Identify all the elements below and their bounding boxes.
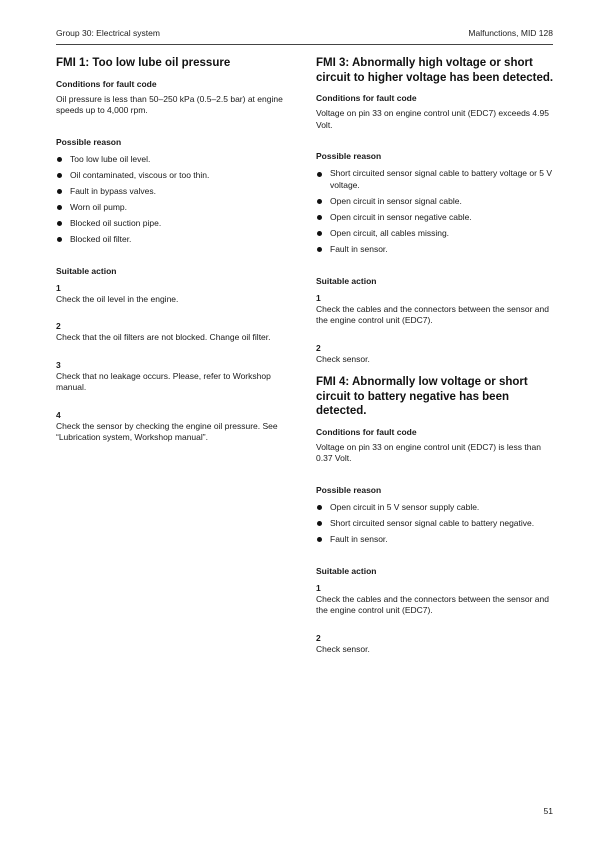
fmi3-action-heading: Suitable action: [316, 275, 377, 286]
bullet-icon: [57, 237, 62, 242]
page-number: 51: [543, 806, 553, 816]
header-chapter-title: Malfunctions, MID 128: [468, 28, 553, 38]
list-item: Oil contaminated, viscous or too thin.: [56, 170, 294, 182]
fmi3-title: FMI 3: Abnormally high voltage or short circuit to higher voltage has been detected.: [316, 57, 554, 84]
step-text: Check that no leakage occurs. Please, refer to Workshop manual.: [56, 370, 271, 392]
step-text: Check sensor.: [316, 643, 370, 654]
fmi3-action-step: [316, 343, 554, 366]
fmi4-conditions-text: Voltage on pin 33 on engine control unit (EDC7) is less than 0.37 Volt.: [316, 441, 541, 463]
list-item: Blocked oil suction pipe.: [56, 218, 294, 230]
step-text: Check sensor.: [316, 353, 370, 364]
fmi4-reason-list: [316, 502, 554, 546]
fmi3-reason-heading: Possible reason: [316, 151, 382, 161]
page-header: [56, 28, 553, 42]
fmi4-action-step: [316, 583, 554, 617]
bullet-icon: [317, 199, 322, 204]
list-item: Open circuit in sensor negative cable.: [316, 212, 554, 224]
step-number: 4: [56, 409, 61, 420]
fmi1-section: [56, 56, 294, 444]
step-text: Check the cables and the connectors between the sensor and the engine control unit (EDC7).: [316, 303, 549, 325]
step-text: Check the cables and the connectors between the sensor and the engine control unit (EDC7).: [316, 593, 549, 615]
fmi3-conditions-text: Voltage on pin 33 on engine control unit (EDC7) exceeds 4.95 Volt.: [316, 108, 549, 130]
fmi1-action-step: [56, 321, 294, 344]
fmi3-reason-list: [316, 168, 554, 255]
fmi3-section: [316, 56, 554, 365]
step-number: 1: [316, 292, 321, 303]
step-number: 2: [316, 632, 321, 643]
fmi1-action-step: [56, 360, 294, 394]
bullet-icon: [317, 537, 322, 542]
fmi1-reason-heading: Possible reason: [56, 136, 122, 147]
fmi4-action-heading: Suitable action: [316, 565, 377, 576]
fmi1-conditions-heading: Conditions for fault code: [56, 78, 157, 89]
fmi4-title: FMI 4: Abnormally low voltage or short circuit to battery negative has been detected.: [316, 376, 528, 417]
fmi4-action-step: [316, 633, 554, 656]
fmi1-action-step: [56, 410, 294, 444]
step-number: 2: [56, 321, 61, 331]
fmi3-conditions-heading: Conditions for fault code: [316, 93, 417, 103]
list-item: Worn oil pump.: [56, 202, 294, 214]
fmi1-action-step: [56, 283, 294, 306]
step-number: 1: [316, 582, 321, 593]
step-number: 2: [316, 342, 321, 353]
bullet-icon: [317, 231, 322, 236]
fmi4-section: [316, 375, 554, 655]
step-text: Check that the oil filters are not blocked. Change oil filter.: [56, 332, 271, 342]
list-item: Short circuited sensor signal cable to battery negative.: [316, 518, 554, 530]
list-item: Open circuit, all cables missing.: [316, 228, 554, 240]
fmi4-conditions-heading: Conditions for fault code: [316, 426, 417, 437]
fmi4-reason-heading: Possible reason: [316, 484, 382, 495]
bullet-icon: [317, 215, 322, 220]
bullet-icon: [317, 172, 322, 177]
list-item: Fault in bypass valves.: [56, 186, 294, 198]
bullet-icon: [57, 173, 62, 178]
list-item: Open circuit in 5 V sensor supply cable.: [316, 502, 554, 514]
fmi1-conditions-text: Oil pressure is less than 50–250 kPa (0.5–2.5 bar) at engine speeds up to 4,000 rpm.: [56, 93, 283, 115]
step-text: Check the oil level in the engine.: [56, 293, 179, 304]
right-column: [316, 56, 554, 671]
header-section-title: Group 30: Electrical system: [56, 28, 160, 38]
list-item: Fault in sensor.: [316, 244, 554, 256]
fmi3-action-step: [316, 293, 554, 327]
header-divider: [56, 44, 553, 45]
list-item: Fault in sensor.: [316, 534, 554, 546]
list-item: Too low lube oil level.: [56, 154, 294, 166]
bullet-icon: [57, 221, 62, 226]
left-column: [56, 56, 294, 460]
fmi1-title: FMI 1: Too low lube oil pressure: [56, 57, 231, 69]
bullet-icon: [57, 189, 62, 194]
list-item: Open circuit in sensor signal cable.: [316, 196, 554, 208]
bullet-icon: [317, 247, 322, 252]
step-number: 3: [56, 359, 61, 370]
fmi1-reason-list: [56, 154, 294, 246]
bullet-icon: [57, 157, 62, 162]
bullet-icon: [57, 205, 62, 210]
step-number: 1: [56, 282, 61, 293]
bullet-icon: [317, 521, 322, 526]
step-text: Check the sensor by checking the engine oil pressure. See “Lubrication system, Workshop manual”.: [56, 420, 278, 442]
list-item: Blocked oil filter.: [56, 234, 294, 246]
fmi1-action-heading: Suitable action: [56, 265, 117, 276]
bullet-icon: [317, 505, 322, 510]
list-item: Short circuited sensor signal cable to battery voltage or 5 V voltage.: [316, 168, 554, 191]
